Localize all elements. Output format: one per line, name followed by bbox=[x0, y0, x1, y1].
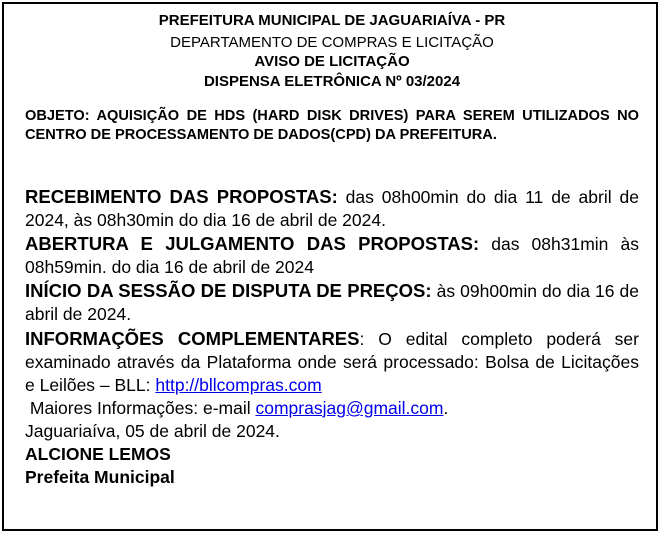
maiores-end: . bbox=[443, 397, 449, 418]
maiores-text: Maiores Informações: e-mail bbox=[25, 397, 256, 418]
header-municipality: PREFEITURA MUNICIPAL DE JAGUARIAÍVA - PR bbox=[158, 12, 506, 29]
inicio-text: às 09h00min do dia 16 de abril de 2024. bbox=[25, 281, 639, 325]
signatory-name: ALCIONE LEMOS bbox=[25, 444, 171, 465]
recebimento-text: das 08h00min do dia 11 de abril de 2024, às 08h30min do dia 16 de abril de 2024. bbox=[25, 187, 639, 231]
abertura-label: ABERTURA E JULGAMENTO DAS PROPOSTAS: bbox=[25, 233, 480, 255]
objeto-paragraph: OBJETO: AQUISIÇÃO DE HDS (HARD DISK DRIVES) PARA SEREM UTILIZADOS NO CENTRO DE PROCESSAMENTO DE DADOS(CPD) DA PREFEITURA. bbox=[25, 108, 639, 143]
signatory-role: Prefeita Municipal bbox=[25, 467, 175, 488]
abertura-paragraph bbox=[25, 232, 639, 279]
recebimento-label: RECEBIMENTO DAS PROPOSTAS: bbox=[25, 186, 338, 207]
date-line: Jaguariaíva, 05 de abril de 2024. bbox=[25, 420, 280, 441]
maiores-paragraph bbox=[25, 397, 639, 420]
email-link[interactable]: comprasjag@gmail.com bbox=[255, 397, 444, 418]
bll-link[interactable]: http://bllcompras.com bbox=[155, 374, 322, 395]
header-dispensa-number: DISPENSA ELETRÔNICA Nº 03/2024 bbox=[203, 73, 461, 90]
header-notice-title: AVISO DE LICITAÇÃO bbox=[254, 53, 410, 70]
inicio-label: INÍCIO DA SESSÃO DE DISPUTA DE PREÇOS: bbox=[25, 280, 432, 302]
informacoes-paragraph bbox=[25, 327, 639, 397]
informacoes-text: : O edital completo poderá ser examinado através da Plataforma onde será processado: Bolsa de Licitações e Leilões – BLL: bbox=[25, 328, 639, 395]
notice-body bbox=[25, 185, 639, 489]
informacoes-label: INFORMAÇÕES COMPLEMENTARES bbox=[25, 327, 360, 349]
header-department: DEPARTAMENTO DE COMPRAS E LICITAÇÃO bbox=[170, 34, 494, 51]
abertura-text: das 08h31min às 08h59min. do dia 16 de abril de 2024 bbox=[25, 234, 639, 278]
recebimento-paragraph bbox=[25, 185, 639, 232]
inicio-paragraph bbox=[25, 279, 639, 326]
